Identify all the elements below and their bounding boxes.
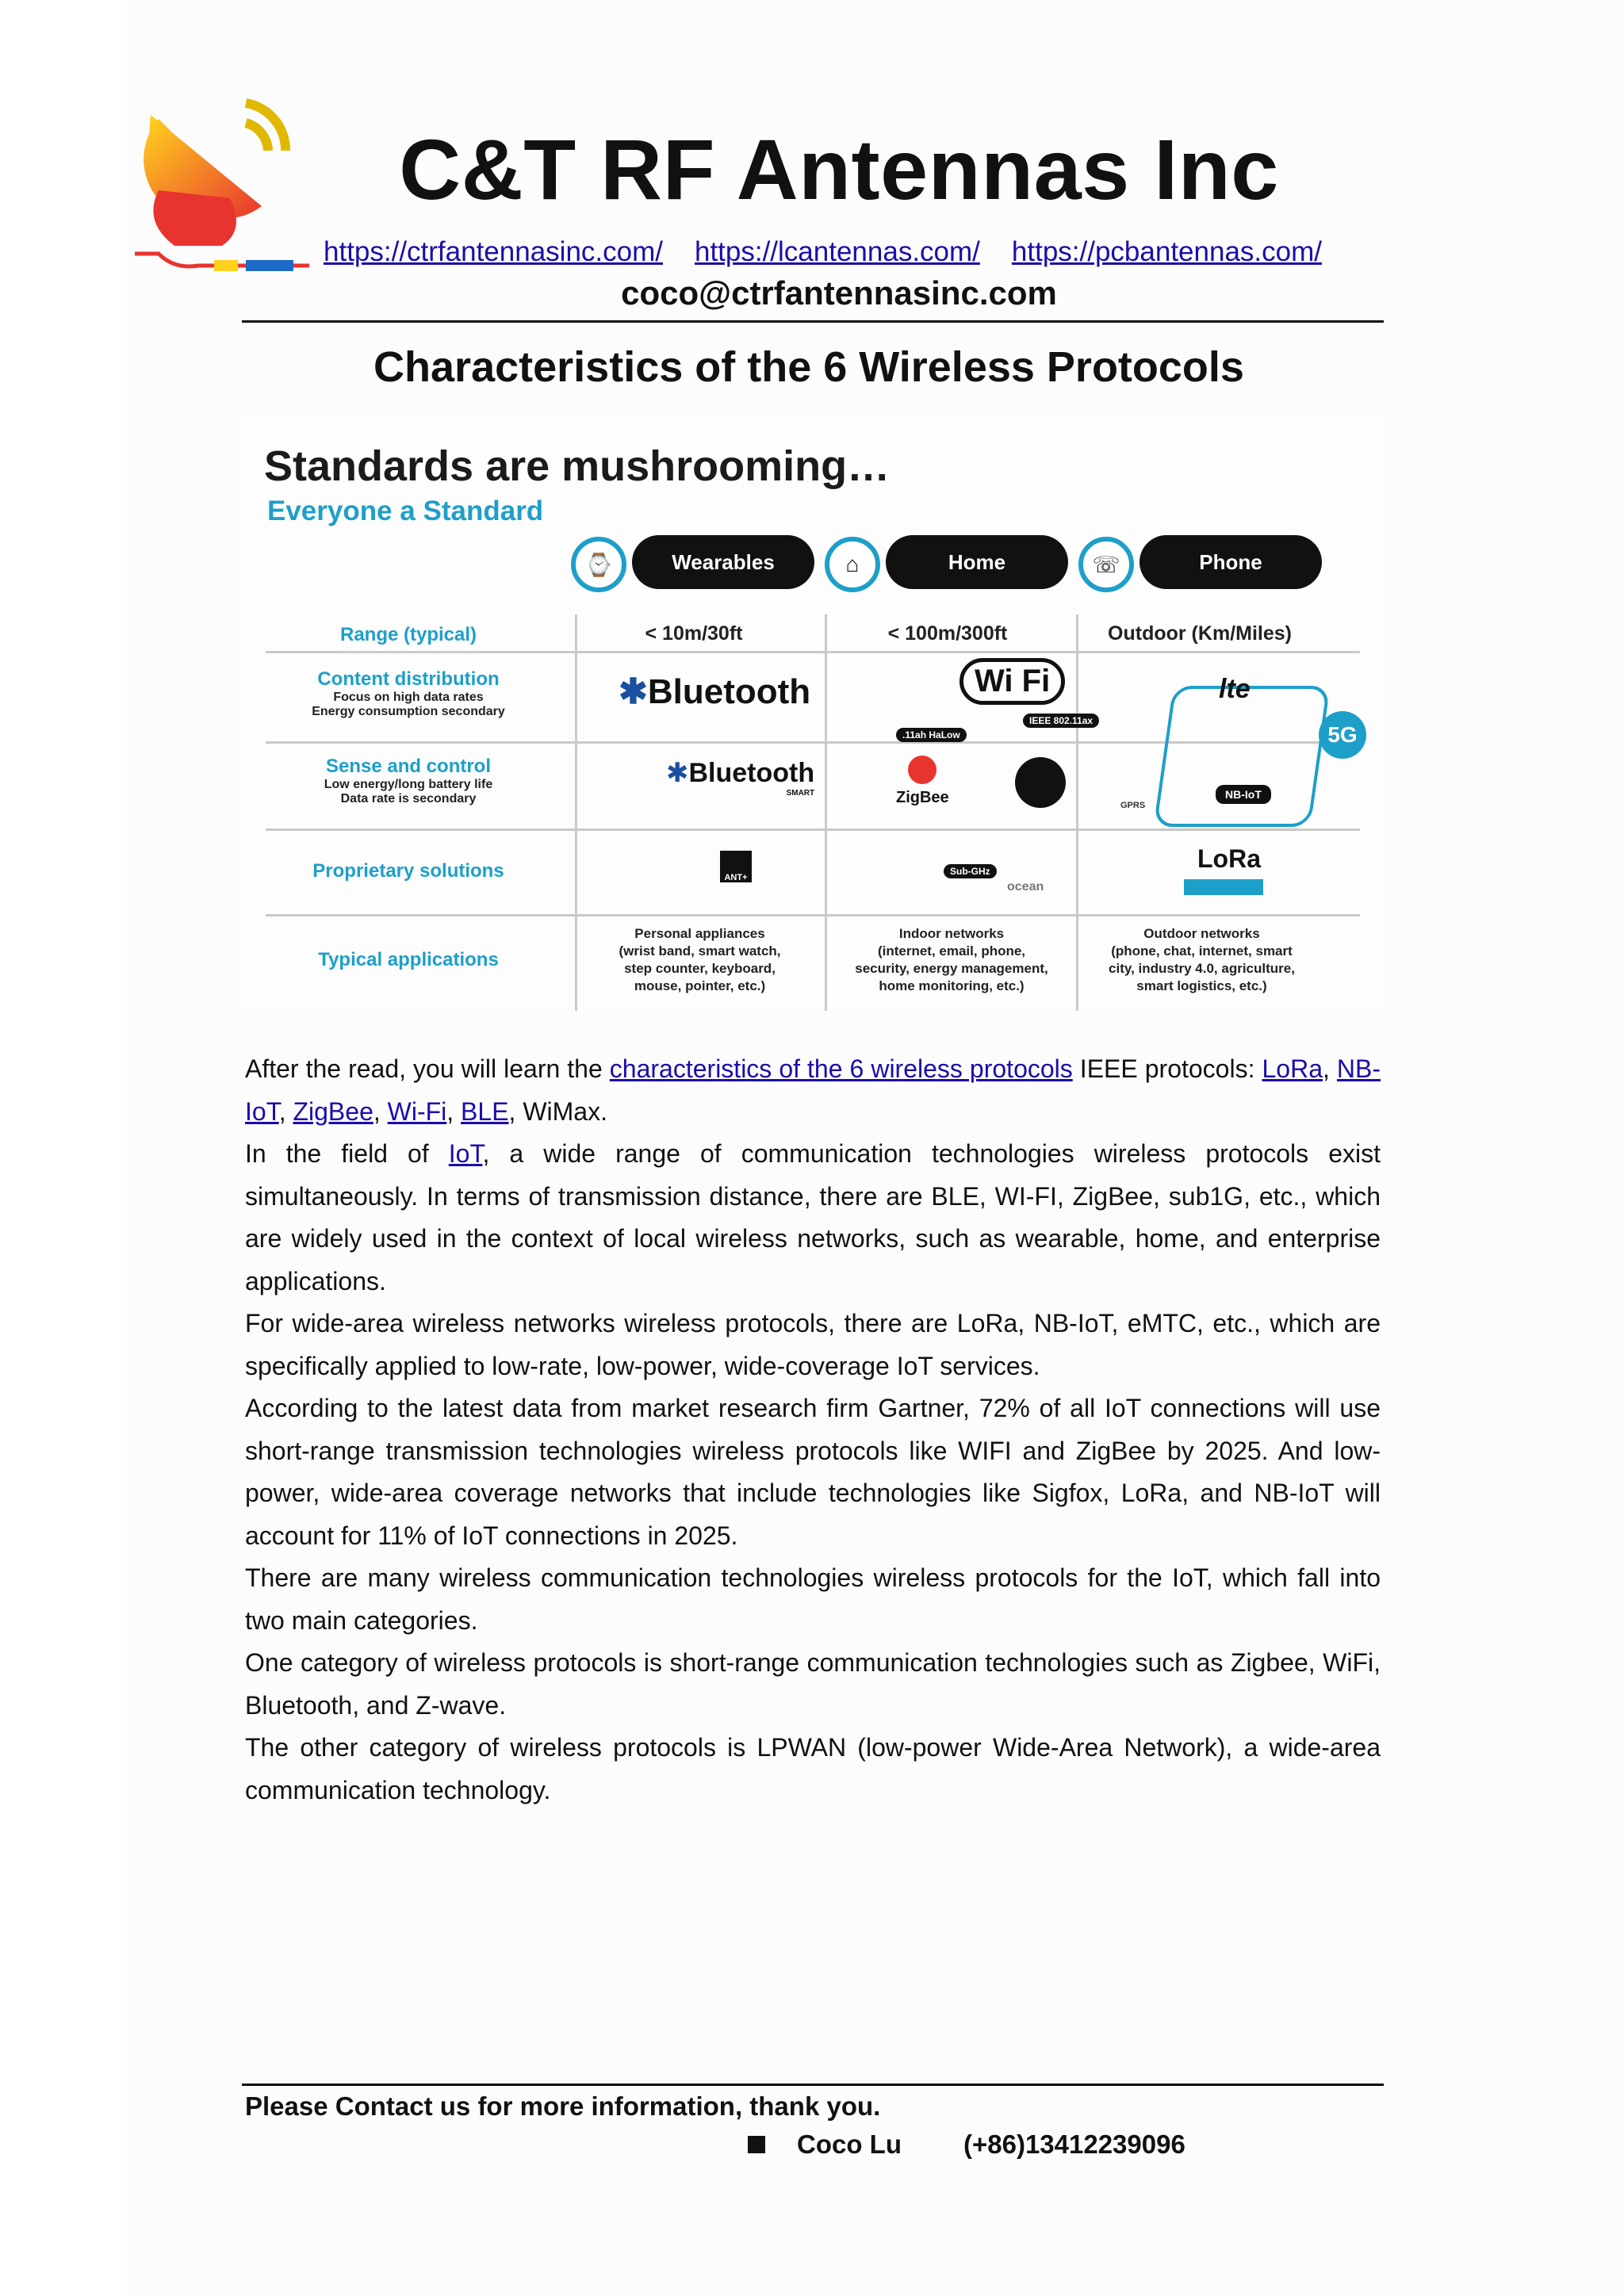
- link-ble[interactable]: BLE: [461, 1096, 509, 1126]
- paragraph-intro: After the read, you will learn the characteristics of the 6 wireless protocols IEEE protocols: LoRa, NB-IoT, ZigBee, Wi-Fi, BLE, WiMax.: [245, 1054, 1381, 1126]
- link-zigbee[interactable]: ZigBee: [293, 1096, 373, 1126]
- paragraph-lpwan: The other category of wireless protocols is LPWAN (low-power Wide-Area Network), a wide-area communication technology.: [245, 1733, 1381, 1804]
- contact-email: coco@ctrfantennasinc.com: [621, 274, 1057, 312]
- website-links: [324, 236, 1386, 268]
- article-body: [245, 1048, 1381, 1812]
- paragraph-short-range: One category of wireless protocols is short-range communication technologies such as Zigbee, WiFi, Bluetooth, and Z-wave.: [245, 1648, 1381, 1720]
- row-content-distribution-sub: Focus on high data rates Energy consumption secondary: [312, 690, 505, 718]
- company-name: C&T RF Antennas Inc: [399, 121, 1279, 217]
- nbiot-badge: NB-IoT: [1216, 785, 1271, 804]
- 5g-logo: 5G: [1319, 711, 1366, 759]
- figure-subheadline: Everyone a Standard: [267, 496, 544, 526]
- footer-note: Please Contact us for more information, thank you.: [245, 2091, 881, 2121]
- category-wearables: Wearables: [632, 535, 814, 589]
- paragraph-gartner: According to the latest data from market research firm Gartner, 72% of all IoT connections will use short-range transmission technologies wireless protocols like WIFI and ZigBee by 2025. And low-power, wide-area coverage networks that include technologies like Sigfox, LoRa, and NB-IoT will account for 11% of IoT connections in 2025.: [245, 1394, 1381, 1550]
- zigbee-logo: ZigBee: [896, 789, 949, 806]
- bluetooth-logo: ✱Bluetooth: [619, 672, 811, 711]
- category-phone: Phone: [1139, 535, 1322, 589]
- link-characteristics[interactable]: characteristics of the 6 wireless protocols: [609, 1054, 1073, 1083]
- row-sense-control-title: Sense and control: [325, 756, 492, 777]
- contact-name: Coco Lu: [797, 2130, 902, 2159]
- gprs-label: GPRS: [1120, 801, 1146, 810]
- range-wearables: < 10m/30ft: [645, 622, 743, 645]
- wifi-logo: Wi Fi: [959, 658, 1065, 705]
- website-link-pcbantennas[interactable]: https://pcbantennas.com/: [1011, 236, 1322, 267]
- zigbee-icon: [908, 756, 936, 784]
- link-wifi[interactable]: Wi-Fi: [387, 1096, 447, 1126]
- ieee-badge: IEEE 802.11ax: [1023, 714, 1099, 728]
- grid-line: [575, 614, 577, 1011]
- grid-line: [266, 828, 1360, 831]
- grid-line: [825, 614, 827, 1011]
- paragraph-categories: There are many wireless communication technologies wireless protocols for the IoT, which fall into two main categories.: [245, 1563, 1381, 1635]
- lte-logo: lte: [1219, 674, 1251, 704]
- lora-logo: LoRa: [1197, 844, 1261, 873]
- sigfox-logo: [1184, 879, 1263, 895]
- figure-headline: Standards are mushrooming…: [264, 442, 891, 490]
- home-icon: ⌂: [825, 537, 880, 592]
- grid-line: [1076, 614, 1078, 1011]
- grid-line: [266, 914, 1360, 916]
- row-proprietary: Proprietary solutions: [312, 860, 504, 882]
- website-link-ctrf[interactable]: https://ctrfantennasinc.com/: [324, 236, 663, 267]
- row-sense-control-sub: Low energy/long battery life Data rate is secondary: [324, 777, 493, 806]
- application-wearables: Personal appliances (wrist band, smart watch, step counter, keyboard, mouse, pointer, etc.): [619, 926, 781, 994]
- grid-line: [266, 651, 1360, 653]
- application-home: Indoor networks (internet, email, phone, security, energy management, home monitoring, etc.): [855, 926, 1048, 994]
- halow-badge: .11ah HaLow: [896, 728, 967, 742]
- contact-phone: (+86)13412239096: [963, 2130, 1185, 2159]
- watch-icon: ⌚: [571, 537, 626, 592]
- application-phone: Outdoor networks (phone, chat, internet, smart city, industry 4.0, agriculture, smart logistics, etc.): [1109, 926, 1295, 994]
- row-content-distribution-title: Content distribution: [317, 668, 500, 690]
- website-link-lcantennas[interactable]: https://lcantennas.com/: [694, 236, 980, 267]
- enocean-logo: ocean: [1007, 880, 1044, 894]
- link-nbiot[interactable]: NB-IoT: [245, 1054, 1381, 1126]
- row-content-distribution: [258, 668, 559, 719]
- header-divider: [242, 320, 1384, 323]
- link-iot[interactable]: IoT: [448, 1139, 483, 1168]
- smart-label: SMART: [786, 789, 815, 798]
- phone-network-icon: ☏: [1078, 537, 1134, 592]
- paragraph-iot-field: In the field of IoT, a wide range of communication technologies wireless protocols exist simultaneously. In terms of transmission distance, there are BLE, WI-FI, ZigBee, sub1G, etc., which are widely used in the context of local wireless networks, such as wearable, home, and enterprise applications.: [245, 1139, 1381, 1295]
- bluetooth-smart-logo: ✱Bluetooth SMART: [666, 758, 815, 798]
- bullet-square-icon: [748, 2136, 765, 2153]
- range-phone: Outdoor (Km/Miles): [1108, 622, 1292, 645]
- paragraph-wide-area: For wide-area wireless networks wireless protocols, there are LoRa, NB-IoT, eMTC, etc., which are specifically applied to low-rate, low-power, wide-coverage IoT services.: [245, 1309, 1381, 1380]
- range-label: Range (typical): [339, 624, 477, 645]
- category-home: Home: [886, 535, 1068, 589]
- page-title: Characteristics of the 6 Wireless Protocols: [373, 343, 1244, 391]
- ant-logo: ANT+: [720, 851, 752, 882]
- contact-line: [748, 2130, 1185, 2160]
- cellular-coverage-shape: [1153, 686, 1330, 827]
- row-applications: Typical applications: [318, 949, 499, 970]
- standards-figure: [242, 416, 1384, 1011]
- subghz-badge: Sub-GHz: [944, 864, 997, 878]
- link-lora[interactable]: LoRa: [1262, 1054, 1323, 1083]
- range-home: < 100m/300ft: [887, 622, 1008, 645]
- footer-divider: [242, 2084, 1384, 2086]
- thread-icon: [1015, 757, 1066, 808]
- row-sense-control: [258, 756, 559, 806]
